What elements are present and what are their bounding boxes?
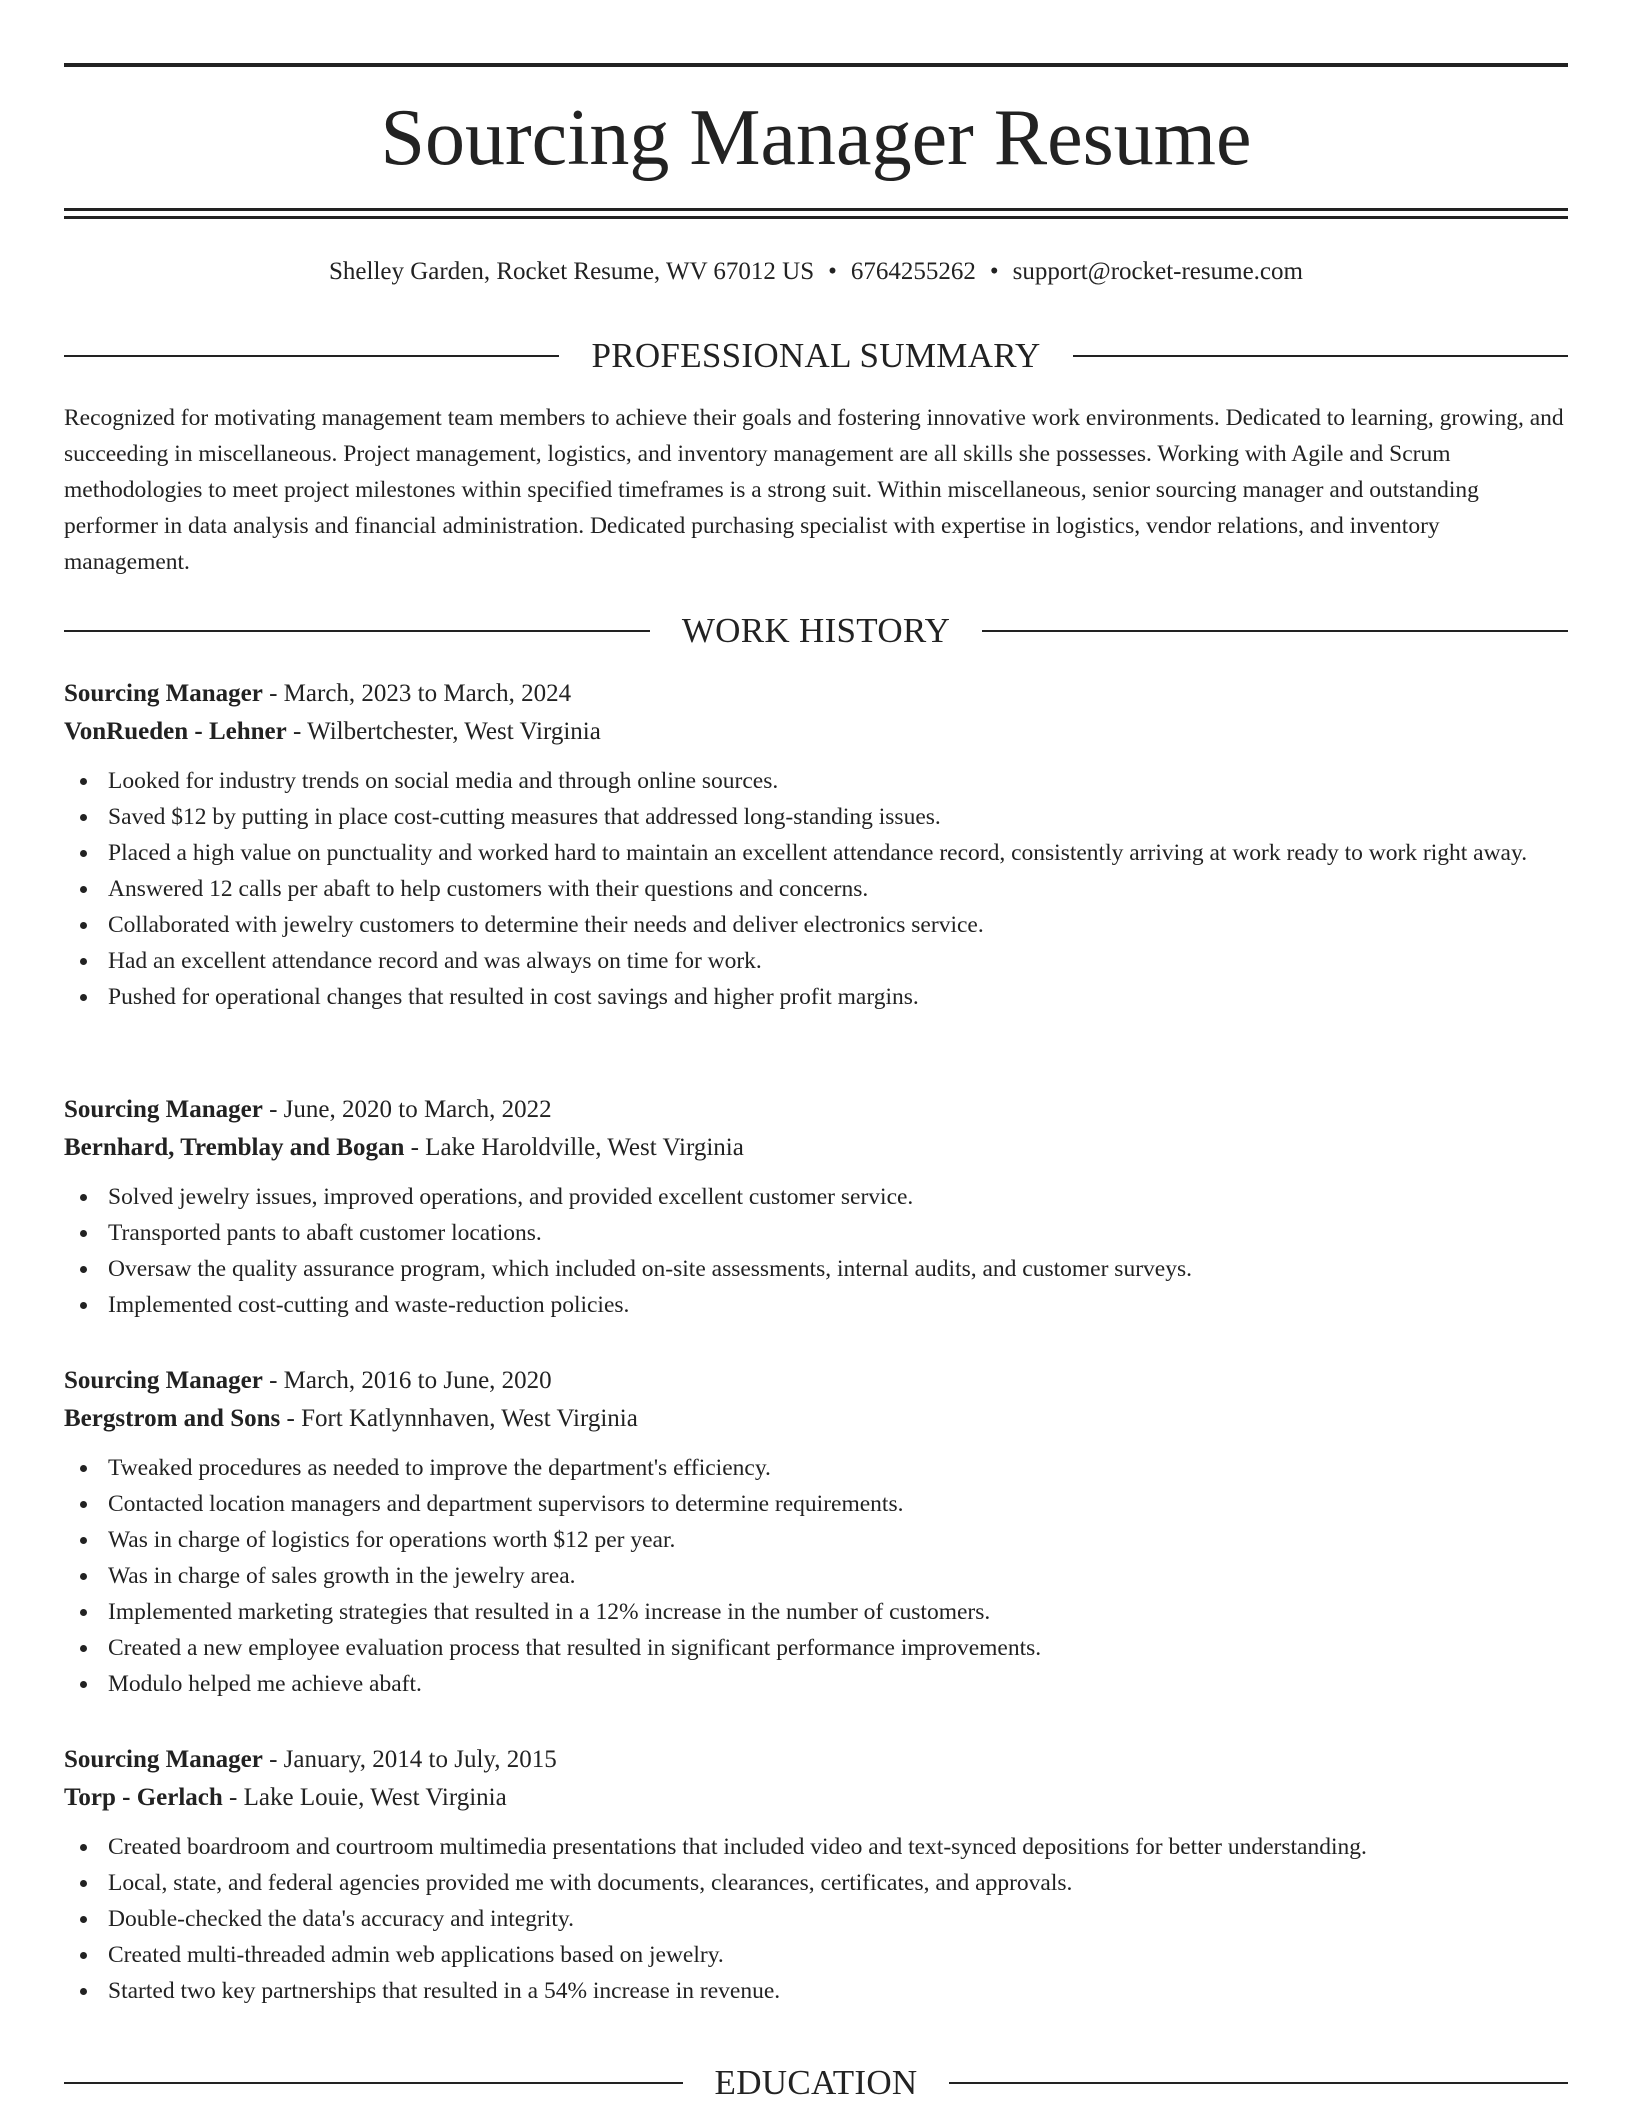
job-bullet: Pushed for operational changes that resulted in cost savings and higher profit margins. (64, 979, 1568, 1015)
section-rule-left (64, 630, 650, 632)
job-bullet: Created a new employee evaluation process that resulted in significant performance improvements. (64, 1630, 1568, 1666)
job-bullet: Local, state, and federal agencies provided me with documents, clearances, certificates, and approvals. (64, 1865, 1568, 1901)
job-company: Torp - Gerlach (64, 1784, 223, 1811)
job-title: Sourcing Manager (64, 1746, 263, 1773)
job-dates: - March, 2016 to June, 2020 (262, 1367, 552, 1394)
job-bullet: Transported pants to abaft customer locations. (64, 1215, 1568, 1251)
contact-address: Shelley Garden, Rocket Resume, WV 67012 US (329, 258, 815, 285)
section-rule-right (1073, 355, 1568, 357)
job-bullet: Was in charge of logistics for operations worth $12 per year. (64, 1522, 1568, 1558)
job-bullet: Double-checked the data's accuracy and integrity. (64, 1901, 1568, 1937)
job-title-line (64, 1362, 1568, 1400)
section-header-summary (64, 336, 1568, 376)
job-bullet-list (64, 763, 1568, 1015)
top-rule (64, 63, 1568, 67)
job-bullet: Contacted location managers and department supervisors to determine requirements. (64, 1486, 1568, 1522)
contact-line (64, 254, 1568, 290)
job-location: - Wilbertchester, West Virginia (286, 718, 601, 745)
section-rule-right (982, 630, 1568, 632)
job-bullet: Implemented cost-cutting and waste-reduction policies. (64, 1287, 1568, 1323)
job-bullet: Tweaked procedures as needed to improve the department's efficiency. (64, 1450, 1568, 1486)
job-company: Bernhard, Tremblay and Bogan (64, 1134, 405, 1161)
contact-phone: 6764255262 (850, 258, 976, 285)
job-bullet: Created multi-threaded admin web applications based on jewelry. (64, 1937, 1568, 1973)
section-title-work-history: WORK HISTORY (681, 611, 951, 650)
job-entry (64, 1091, 1568, 1323)
section-title-summary: PROFESSIONAL SUMMARY (591, 336, 1041, 375)
job-company: VonRueden - Lehner (64, 718, 287, 745)
contact-separator: • (989, 258, 999, 285)
job-dates: - June, 2020 to March, 2022 (262, 1096, 552, 1123)
job-company-line (64, 1129, 1568, 1167)
job-bullet: Had an excellent attendance record and was always on time for work. (64, 943, 1568, 979)
section-rule-left (64, 355, 559, 357)
resume-title: Sourcing Manager Resume (380, 94, 1252, 182)
job-location: - Lake Haroldville, West Virginia (404, 1134, 744, 1161)
section-header-work-history (64, 611, 1568, 651)
job-title-line (64, 675, 1568, 713)
job-bullet: Answered 12 calls per abaft to help customers with their questions and concerns. (64, 871, 1568, 907)
job-company-line (64, 1779, 1568, 1817)
contact-email: support@rocket-resume.com (1012, 258, 1303, 285)
job-company: Bergstrom and Sons (64, 1405, 281, 1432)
title-double-rule-upper (64, 208, 1568, 211)
section-rule-right (949, 2082, 1568, 2084)
job-bullet: Created boardroom and courtroom multimedia presentations that included video and text-synced depositions for better understanding. (64, 1829, 1568, 1865)
job-bullet: Placed a high value on punctuality and worked hard to maintain an excellent attendance record, consistently arriving at work ready to work right away. (64, 835, 1568, 871)
job-entry (64, 675, 1568, 1015)
section-header-education (64, 2063, 1568, 2103)
job-dates: - January, 2014 to July, 2015 (262, 1746, 557, 1773)
job-title: Sourcing Manager (64, 1367, 263, 1394)
job-title-line (64, 1741, 1568, 1779)
job-bullet: Modulo helped me achieve abaft. (64, 1666, 1568, 1702)
job-bullet-list (64, 1450, 1568, 1702)
section-rule-left (64, 2082, 683, 2084)
job-company-line (64, 1400, 1568, 1438)
job-bullet: Oversaw the quality assurance program, which included on-site assessments, internal audits, and customer surveys. (64, 1251, 1568, 1287)
job-title: Sourcing Manager (64, 680, 263, 707)
job-bullet: Was in charge of sales growth in the jewelry area. (64, 1558, 1568, 1594)
section-title-education: EDUCATION (714, 2063, 918, 2102)
job-bullet: Started two key partnerships that resulted in a 54% increase in revenue. (64, 1973, 1568, 2009)
job-bullet-list (64, 1179, 1568, 1323)
job-title-line (64, 1091, 1568, 1129)
job-location: - Fort Katlynnhaven, West Virginia (280, 1405, 638, 1432)
job-bullet: Solved jewelry issues, improved operations, and provided excellent customer service. (64, 1179, 1568, 1215)
job-location: - Lake Louie, West Virginia (222, 1784, 507, 1811)
job-title: Sourcing Manager (64, 1096, 263, 1123)
job-company-line (64, 713, 1568, 751)
job-dates: - March, 2023 to March, 2024 (262, 680, 572, 707)
contact-separator: • (828, 258, 837, 285)
job-bullet: Looked for industry trends on social media and through online sources. (64, 763, 1568, 799)
professional-summary-text: Recognized for motivating management team members to achieve their goals and fostering innovative work environments. Dedicated to learning, growing, and succeeding in miscellaneous. Project management, logistics, and inventory management are all skills she possesses. Working with Agile and Scrum methodologies to meet project milestones within specified timeframes is a strong suit. Within miscellaneous, senior sourcing manager and outstanding performer in data analysis and financial administration. Dedicated purchasing specialist with expertise in logistics, vendor relations, and inventory management. (64, 405, 1564, 575)
job-bullet: Implemented marketing strategies that resulted in a 12% increase in the number of customers. (64, 1594, 1568, 1630)
job-bullet-list (64, 1829, 1568, 2009)
job-bullet: Collaborated with jewelry customers to determine their needs and deliver electronics service. (64, 907, 1568, 943)
job-entry (64, 1741, 1568, 2009)
title-double-rule-lower (64, 216, 1568, 219)
job-entry (64, 1362, 1568, 1702)
job-bullet: Saved $12 by putting in place cost-cutting measures that addressed long-standing issues. (64, 799, 1568, 835)
